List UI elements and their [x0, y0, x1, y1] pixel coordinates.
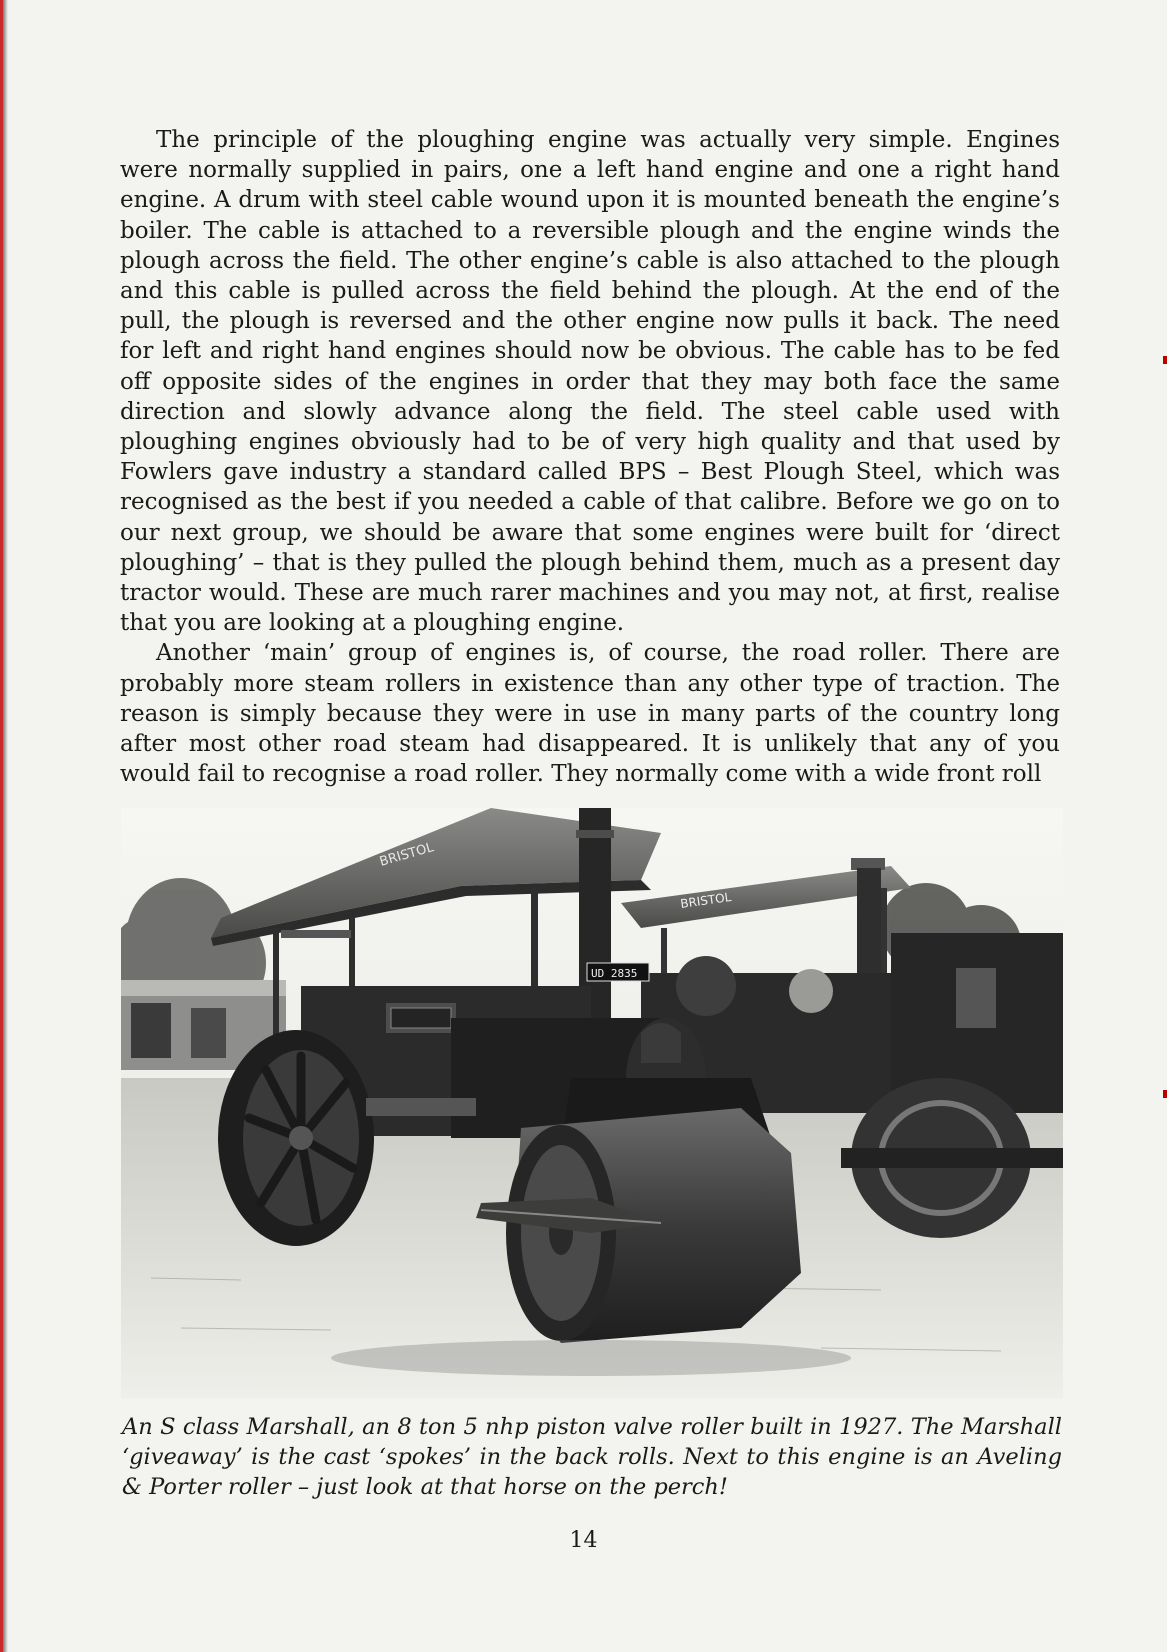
- page-edge: [0, 0, 8, 1652]
- paragraph-road-roller: Another ‘main’ group of engines is, of course, the road roller. There are probably more steam rollers in existence than any other type of traction. The reason is simply because they were in use in many parts of the country long after most other road steam had disappeared. It is unlikely that any of you would fail to recognise a road roller. They normally come with a wide front roll: [120, 640, 1060, 788]
- edge-mark: [1163, 1090, 1167, 1098]
- canopy-lettering-right: BRISTOL: [679, 889, 733, 911]
- body-text: [120, 125, 1060, 789]
- photo-caption: An S class Marshall, an 8 ton 5 nhp piston valve roller built in 1927. The Marshall ‘giveaway’ is the cast ‘spokes’ in the back rolls. Next to this engine is an Aveling & Porter roller – just look at that horse on the perch!: [122, 1414, 1062, 1500]
- paragraph-ploughing: The principle of the ploughing engine was actually very simple. Engines were normally supplied in pairs, one a left hand engine and one a right hand engine. A drum with steel cable wound upon it is mounted beneath the engine’s boiler. The cable is attached to a reversible plough and the engine winds the plough across the field. The other engine’s cable is also attached to the plough and this cable is pulled across the field behind the plough. At the end of the pull, the plough is reversed and the other engine now pulls it back. The need for left and right hand engines should now be obvious. The cable has to be fed off opposite sides of the engines in order that they may both face the same direction and slowly advance along the field. The steel cable used with ploughing engines obviously had to be of very high quality and that used by Fowlers gave industry a standard called BPS – Best Plough Steel, which was recognised as the best if you needed a cable of that calibre. Before we go on to our next group, we should be aware that some engines were built for ‘direct ploughing’ – that is they pulled the plough behind them, much as a present day tractor would. These are much rarer machines and you may not, at first, realise that you are looking at a ploughing engine.: [120, 127, 1060, 637]
- photo-illustration: [121, 808, 1063, 1398]
- page-number: 14: [569, 1528, 598, 1553]
- road-roller-photo: [121, 808, 1063, 1398]
- canopy-lettering-left: BRISTOL: [377, 840, 436, 870]
- number-plate: UD 2835: [591, 967, 638, 980]
- edge-mark: [1163, 356, 1167, 364]
